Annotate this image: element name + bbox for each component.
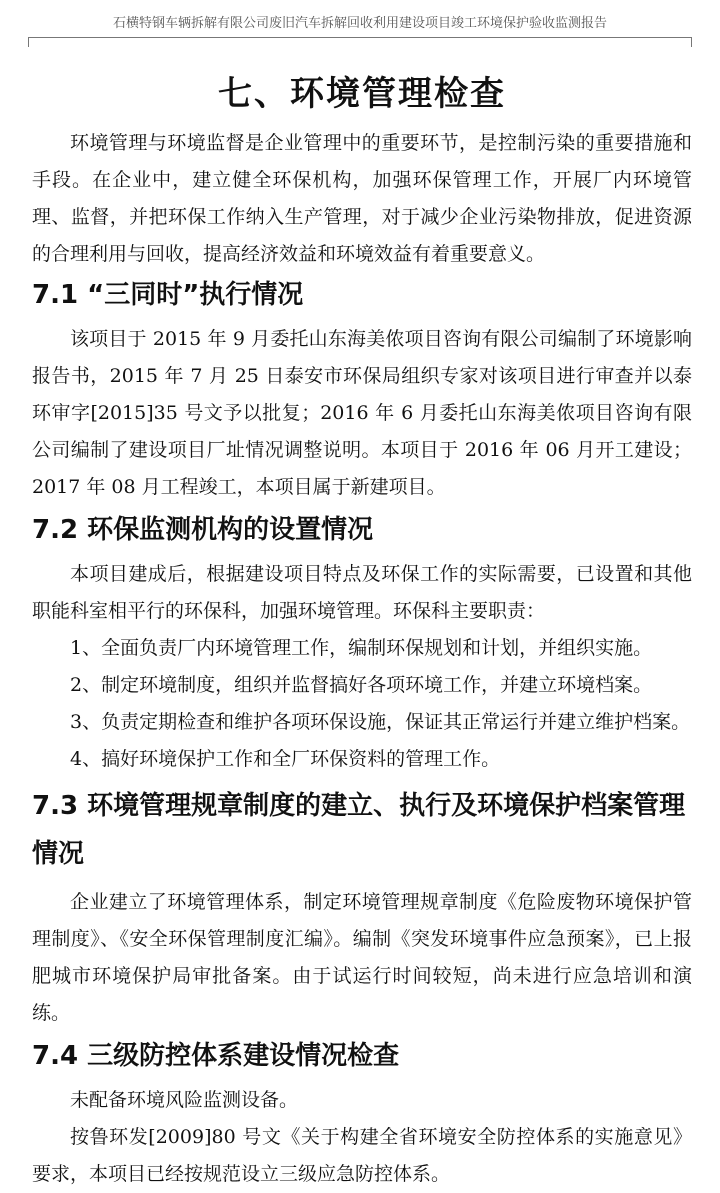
- section-7-4-paragraph-1: 未配备环境风险监测设备。: [70, 1089, 299, 1111]
- header-rule: [28, 37, 692, 38]
- page-header: [0, 0, 720, 38]
- section-7-1-paragraph: 该项目于 2015 年 9 月委托山东海美侬项目咨询有限公司编制了环境影响报告书，2015 年 7 月 25 日泰安市环保局组织专家对该项目进行审查并以泰环审字[2015]35 号文予以批复；2016 年 6 月委托山东海美侬项目咨询有限公司编制了建设项目厂址情况调整说明。本项目于 2016 年 06 月开工建设；2017 年 08 月工程竣工，本项目属于新建项目。: [32, 328, 692, 498]
- duty-item-3: 3、负责定期检查和维护各项环保设施，保证其正常运行并建立维护档案。: [70, 711, 691, 733]
- section-heading-7-1: 7.1 “三同时”执行情况: [32, 280, 304, 310]
- section-7-3-paragraph: 企业建立了环境管理体系，制定环境管理规章制度《危险废物环境保护管理制度》、《安全环保管理制度汇编》。编制《突发环境事件应急预案》，已上报肥城市环境保护局审批备案。由于试运行时间较短，尚未进行应急培训和演练。: [32, 891, 692, 1024]
- chapter-title: 七、环境管理检查: [218, 74, 506, 114]
- header-text: 石横特钢车辆拆解有限公司废旧汽车拆解回收利用建设项目竣工环境保护验收监测报告: [112, 16, 607, 31]
- duty-item-4: 4、搞好环境保护工作和全厂环保资料的管理工作。: [70, 748, 501, 770]
- section-7-4-paragraph-2: 按鲁环发[2009]80 号文《关于构建全省环境安全防控体系的实施意见》要求，本项目已经按规范设立三级应急防控体系。: [32, 1126, 692, 1185]
- header-corner-left: [28, 37, 29, 47]
- intro-paragraph: 环境管理与环境监督是企业管理中的重要环节，是控制污染的重要措施和手段。在企业中，建立健全环保机构，加强环保管理工作，开展厂内环境管理、监督，并把环保工作纳入生产管理，对于减少企业污染物排放，促进资源的合理利用与回收，提高经济效益和环境效益有着重要意义。: [32, 132, 692, 265]
- document-body: [32, 60, 692, 1193]
- duty-item-2: 2、制定环境制度，组织并监督搞好各项环境工作，并建立环境档案。: [70, 674, 653, 696]
- header-corner-right: [691, 37, 692, 47]
- duty-item-1: 1、全面负责厂内环境管理工作，编制环保规划和计划，并组织实施。: [70, 637, 653, 659]
- section-heading-7-3: 7.3 环境管理规章制度的建立、执行及环境保护档案管理情况: [32, 791, 686, 869]
- section-heading-7-2: 7.2 环保监测机构的设置情况: [32, 515, 374, 545]
- section-7-2-paragraph: 本项目建成后，根据建设项目特点及环保工作的实际需要，已设置和其他职能科室相平行的环保科，加强环境管理。环保科主要职责：: [32, 563, 692, 622]
- section-heading-7-4: 7.4 三级防控体系建设情况检查: [32, 1041, 400, 1071]
